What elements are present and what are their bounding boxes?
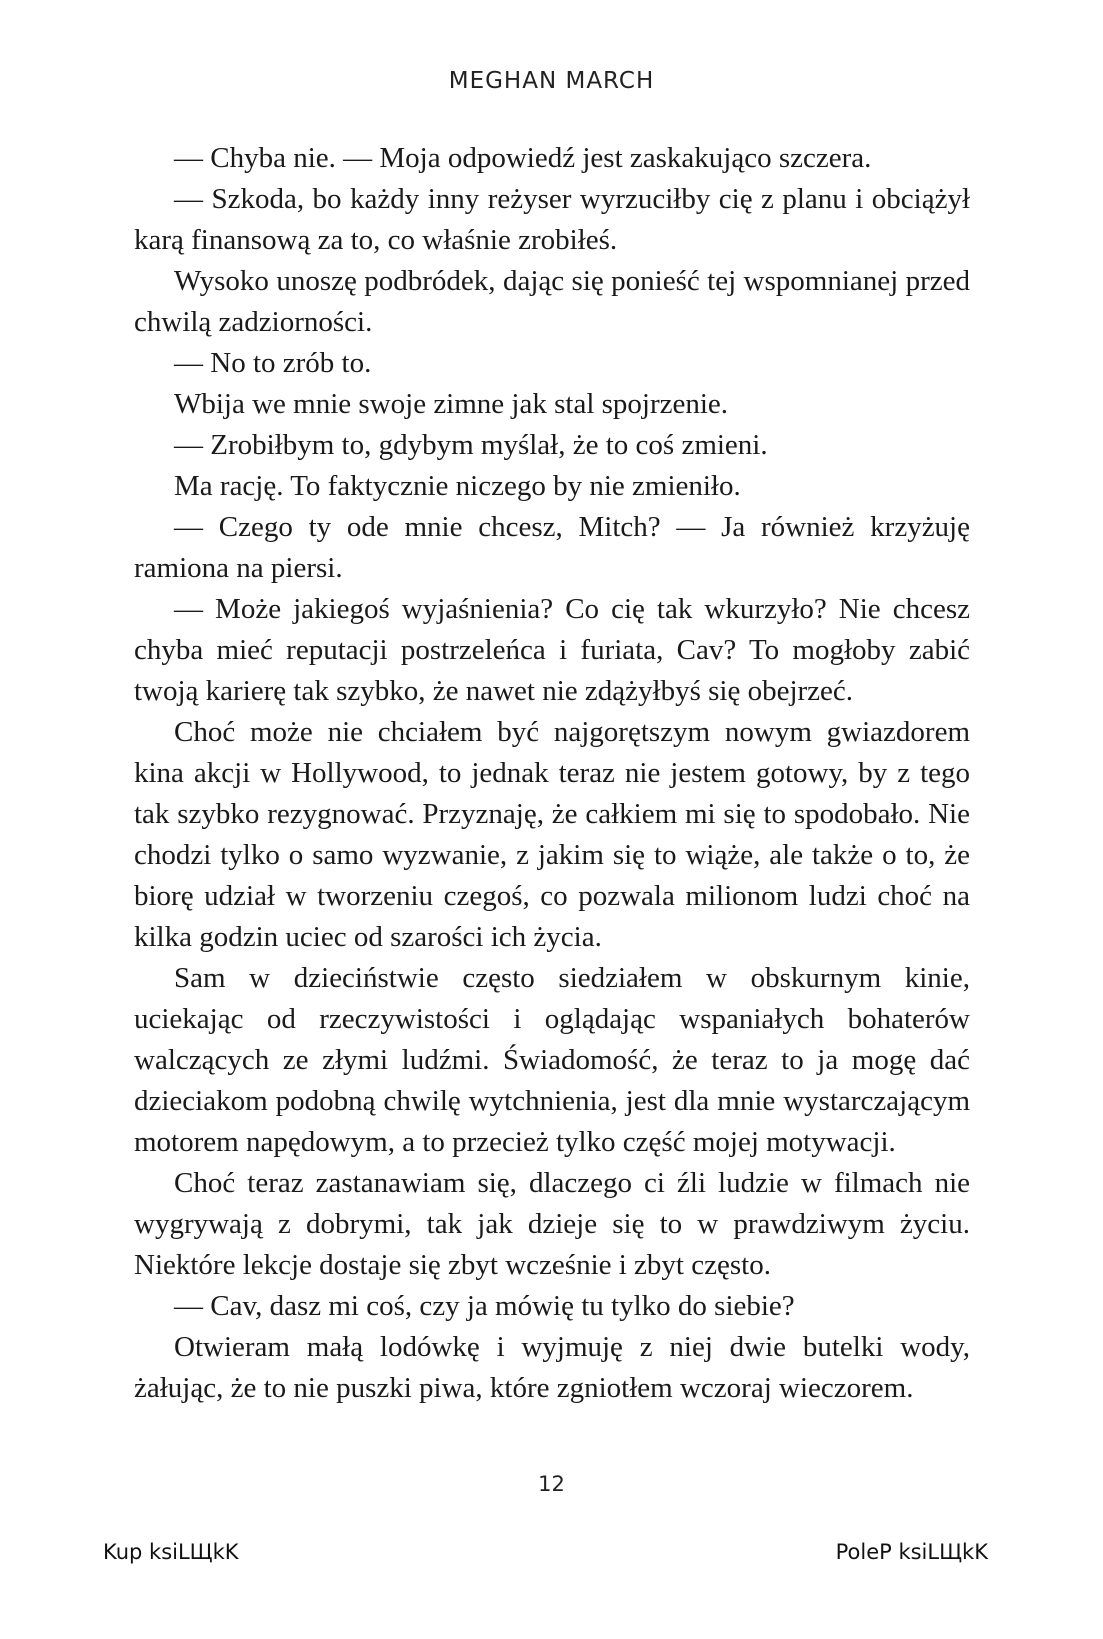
running-header: MEGHAN MARCH bbox=[448, 68, 655, 94]
paragraph: Wbija we mnie swoje zimne jak stal spojrzenie. bbox=[174, 388, 729, 420]
paragraph: Wysoko unoszę podbródek, dając się ponieść tej wspomnianej przed chwilą zadziorności. bbox=[134, 265, 970, 338]
paragraph: Ma rację. To faktycznie niczego by nie zmieniło. bbox=[174, 470, 741, 502]
page-number: 12 bbox=[538, 1472, 565, 1496]
body-text bbox=[134, 138, 970, 1409]
paragraph: — Czego ty ode mnie chcesz, Mitch? — Ja również krzyżuję ramiona na piersi. bbox=[134, 511, 970, 584]
paragraph: — Może jakiegoś wyjaśnienia? Co cię tak wkurzyło? Nie chcesz chyba mieć reputacji postrzeleńca i furiata, Cav? To mogłoby zabić twoją karierę tak szybko, że nawet nie zdążyłbyś się obejrzeć. bbox=[134, 593, 970, 707]
paragraph: — Chyba nie. — Moja odpowiedź jest zaskakująco szczera. bbox=[174, 142, 872, 174]
paragraph: — Cav, dasz mi coś, czy ja mówię tu tylko do siebie? bbox=[174, 1290, 795, 1322]
paragraph: — No to zrób to. bbox=[174, 347, 372, 379]
paragraph: Sam w dzieciństwie często siedziałem w obskurnym kinie, uciekając od rzeczywistości i oglądając wspaniałych bohaterów walczących ze złymi ludźmi. Świadomość, że teraz to ja mogę dać dzieciakom podobną chwilę wytchnienia, jest dla mnie wystarczającym motorem napędowym, a to przecież tylko część mojej motywacji. bbox=[134, 962, 970, 1158]
paragraph: Choć teraz zastanawiam się, dlaczego ci źli ludzie w filmach nie wygrywają z dobrymi, tak jak dzieje się to w prawdziwym życiu. Niektóre lekcje dostaje się zbyt wcześnie i zbyt często. bbox=[134, 1167, 970, 1281]
paragraph: — Zrobiłbym to, gdybym myślał, że to coś zmieni. bbox=[174, 429, 768, 461]
paragraph: Choć może nie chciałem być najgorętszym nowym gwiazdorem kina akcji w Hollywood, to jednak teraz nie jestem gotowy, by z tego tak szybko rezygnować. Przyznaję, że całkiem mi się to spodobało. Nie chodzi tylko o samo wyzwanie, z jakim się to wiąże, ale także o to, że biorę udział w tworzeniu czegoś, co pozwala milionom ludzi choć na kilka godzin uciec od szarości ich życia. bbox=[134, 716, 970, 953]
recommend-book-link[interactable]: PoleP ksiLЩkK bbox=[835, 1540, 988, 1564]
paragraph: — Szkoda, bo każdy inny reżyser wyrzuciłby cię z planu i obciążył karą finansową za to, co właśnie zrobiłeś. bbox=[134, 183, 970, 256]
paragraph: Otwieram małą lodówkę i wyjmuję z niej dwie butelki wody, żałując, że to nie puszki piwa, które zgniotłem wczoraj wieczorem. bbox=[134, 1331, 970, 1404]
buy-book-link[interactable]: Kup ksiLЩkK bbox=[103, 1540, 239, 1564]
